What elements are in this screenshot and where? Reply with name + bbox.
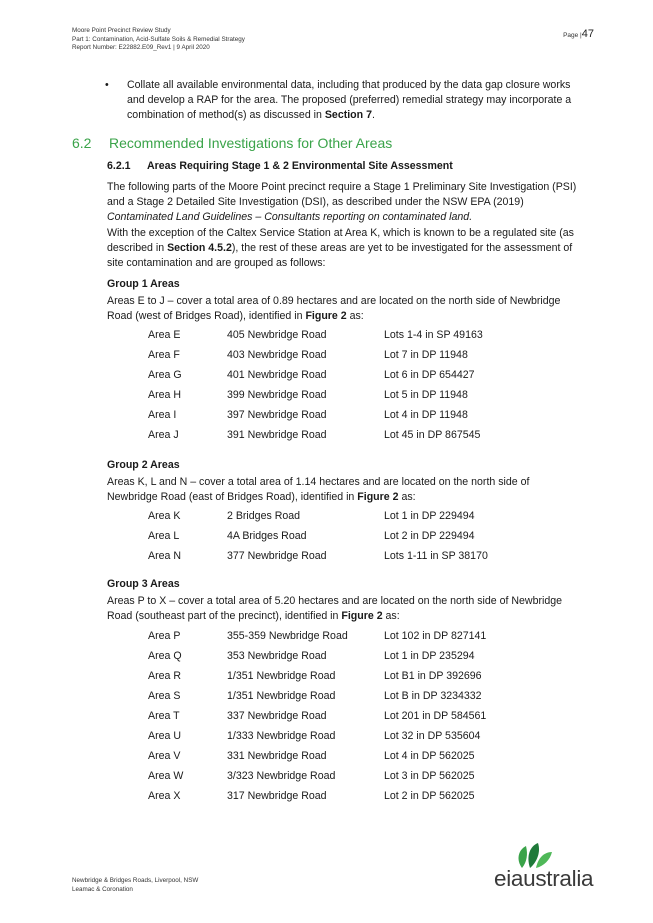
figure-reference: Figure 2	[341, 610, 383, 622]
table-row	[148, 409, 483, 429]
group-3-table	[148, 630, 486, 810]
table-row	[148, 690, 486, 710]
footer-client: Leamac & Coronation	[72, 886, 133, 893]
company-logo	[494, 842, 594, 894]
area-name-cell: Area Q	[148, 650, 182, 662]
group-2-description	[107, 475, 577, 505]
table-row	[148, 349, 483, 369]
table-row	[148, 670, 486, 690]
group-desc: Areas K, L and N – cover a total area of 1.14 hectares and are located on the north side of Newbridge Road (east of Bridges Road), identified in	[107, 476, 530, 503]
group-heading: Group 2 Areas	[107, 459, 180, 471]
intro-paragraph	[107, 180, 577, 225]
table-row	[148, 750, 486, 770]
address-cell: 403 Newbridge Road	[227, 349, 327, 361]
group-heading: Group 1 Areas	[107, 278, 180, 290]
table-row	[148, 790, 486, 810]
table-row	[148, 650, 486, 670]
group-desc: Areas P to X – cover a total area of 5.20 hectares and are located on the north side of Newbridge Road (southeast part of the precinct), identified in	[107, 595, 563, 622]
address-cell: 4A Bridges Road	[227, 530, 307, 542]
bullet-item	[105, 78, 577, 123]
area-name-cell: Area E	[148, 329, 181, 341]
lot-cell: Lot 7 in DP 11948	[384, 349, 468, 361]
address-cell: 2 Bridges Road	[227, 510, 301, 522]
area-name-cell: Area U	[148, 730, 181, 742]
section-reference: Section 4.5.2	[167, 242, 232, 254]
address-cell: 391 Newbridge Road	[227, 429, 327, 441]
lot-cell: Lot B in DP 3234332	[384, 690, 482, 702]
address-cell: 399 Newbridge Road	[227, 389, 327, 401]
subsection-heading	[107, 160, 453, 172]
address-cell: 377 Newbridge Road	[227, 550, 327, 562]
table-row	[148, 429, 483, 449]
area-name-cell: Area W	[148, 770, 184, 782]
page-number: 47	[581, 28, 594, 40]
guideline-title: Contaminated Land Guidelines – Consultants reporting on contaminated land.	[107, 211, 473, 223]
address-cell: 1/333 Newbridge Road	[227, 730, 336, 742]
bullet-end: .	[371, 109, 375, 121]
lot-cell: Lot 2 in DP 229494	[384, 530, 475, 542]
group-2-heading	[107, 458, 577, 473]
table-row	[148, 550, 488, 570]
group-desc-end: as:	[346, 310, 364, 322]
area-name-cell: Area X	[148, 790, 181, 802]
address-cell: 1/351 Newbridge Road	[227, 670, 336, 682]
exception-text-end: ), the rest of these areas are yet to be investigated for the assessment of site contamination and are grouped as follows:	[107, 242, 573, 269]
table-row	[148, 530, 488, 550]
address-cell: 405 Newbridge Road	[227, 329, 327, 341]
page-header	[72, 27, 245, 53]
group-1-heading	[107, 277, 577, 292]
area-name-cell: Area V	[148, 750, 181, 762]
lot-cell: Lot 201 in DP 584561	[384, 710, 487, 722]
lot-cell: Lots 1-11 in SP 38170	[384, 550, 488, 562]
area-name-cell: Area J	[148, 429, 179, 441]
header-part-title: Part 1: Contamination, Acid-Sulfate Soils & Remedial Strategy	[72, 35, 245, 43]
subsection-number: 6.2.1	[107, 160, 131, 172]
area-name-cell: Area I	[148, 409, 177, 421]
lot-cell: Lot 2 in DP 562025	[384, 790, 475, 802]
address-cell: 1/351 Newbridge Road	[227, 690, 336, 702]
area-name-cell: Area K	[148, 510, 181, 522]
lot-cell: Lot 5 in DP 11948	[384, 389, 468, 401]
group-desc-end: as:	[398, 491, 416, 503]
address-cell: 317 Newbridge Road	[227, 790, 327, 802]
page-footer	[72, 876, 198, 894]
area-name-cell: Area S	[148, 690, 181, 702]
section-reference: Section 7	[324, 109, 372, 121]
page-label: Page |	[563, 32, 582, 39]
bullet-symbol: •	[105, 79, 109, 91]
area-name-cell: Area T	[148, 710, 180, 722]
lot-cell: Lot 6 in DP 654427	[384, 369, 475, 381]
lot-cell: Lot 1 in DP 235294	[384, 650, 475, 662]
footer-address: Newbridge & Bridges Roads, Liverpool, NSW	[72, 877, 199, 884]
section-heading	[72, 135, 392, 151]
lot-cell: Lot 32 in DP 535604	[384, 730, 481, 742]
area-name-cell: Area H	[148, 389, 181, 401]
lot-cell: Lot B1 in DP 392696	[384, 670, 482, 682]
header-study-title: Moore Point Precinct Review Study	[72, 27, 171, 34]
table-row	[148, 369, 483, 389]
area-name-cell: Area R	[148, 670, 181, 682]
group-3-description	[107, 594, 577, 624]
group-1-table	[148, 329, 483, 449]
address-cell: 3/323 Newbridge Road	[227, 770, 336, 782]
group-desc-end: as:	[382, 610, 400, 622]
group-desc: Areas E to J – cover a total area of 0.89 hectares and are located on the north side of Newbridge Road (west of Bridges Road), identified in	[107, 295, 561, 322]
table-row	[148, 710, 486, 730]
lot-cell: Lot 3 in DP 562025	[384, 770, 475, 782]
area-name-cell: Area F	[148, 349, 180, 361]
intro-text: The following parts of the Moore Point precinct require a Stage 1 Preliminary Site Investigation (PSI) and a Stage 2 Detailed Site Investigation (DSI), as described under the NSW EPA (2019)	[107, 181, 577, 208]
area-name-cell: Area P	[148, 630, 181, 642]
exception-text-start: With the exception of the Caltex Service Station at Area K, which is known to be a regulated site (as described in	[107, 227, 574, 254]
address-cell: 401 Newbridge Road	[227, 369, 327, 381]
table-row	[148, 630, 486, 650]
table-row	[148, 329, 483, 349]
lot-cell: Lot 102 in DP 827141	[384, 630, 487, 642]
address-cell: 331 Newbridge Road	[227, 750, 327, 762]
lot-cell: Lot 45 in DP 867545	[384, 429, 481, 441]
area-name-cell: Area N	[148, 550, 181, 562]
address-cell: 337 Newbridge Road	[227, 710, 327, 722]
section-title: Recommended Investigations for Other Areas	[109, 135, 393, 151]
table-row	[148, 510, 488, 530]
logo-text: eiaustralia	[494, 866, 594, 891]
exception-paragraph	[107, 226, 577, 271]
lot-cell: Lots 1-4 in SP 49163	[384, 329, 483, 341]
lot-cell: Lot 4 in DP 11948	[384, 409, 468, 421]
address-cell: 355-359 Newbridge Road	[227, 630, 348, 642]
address-cell: 397 Newbridge Road	[227, 409, 327, 421]
lot-cell: Lot 1 in DP 229494	[384, 510, 475, 522]
subsection-title: Areas Requiring Stage 1 & 2 Environmental Site Assessment	[147, 160, 453, 172]
table-row	[148, 389, 483, 409]
address-cell: 353 Newbridge Road	[227, 650, 327, 662]
figure-reference: Figure 2	[305, 310, 347, 322]
bullet-text: Collate all available environmental data, including that produced by the data gap closure works and develop a RAP for the area. The proposed (preferred) remedial strategy may incorporate a combination of method(s) as discussed in	[127, 79, 572, 121]
table-row	[148, 770, 486, 790]
group-1-description	[107, 294, 577, 324]
group-2-table	[148, 510, 488, 570]
area-name-cell: Area G	[148, 369, 182, 381]
lot-cell: Lot 4 in DP 562025	[384, 750, 475, 762]
header-report-number: Report Number: E22882.E09_Rev1 | 9 April 2020	[72, 44, 210, 52]
table-row	[148, 730, 486, 750]
page-number-block	[563, 28, 594, 40]
bullet-block	[107, 78, 577, 123]
group-heading: Group 3 Areas	[107, 578, 180, 590]
area-name-cell: Area L	[148, 530, 180, 542]
section-number: 6.2	[72, 135, 92, 151]
group-3-heading	[107, 577, 577, 592]
figure-reference: Figure 2	[357, 491, 399, 503]
